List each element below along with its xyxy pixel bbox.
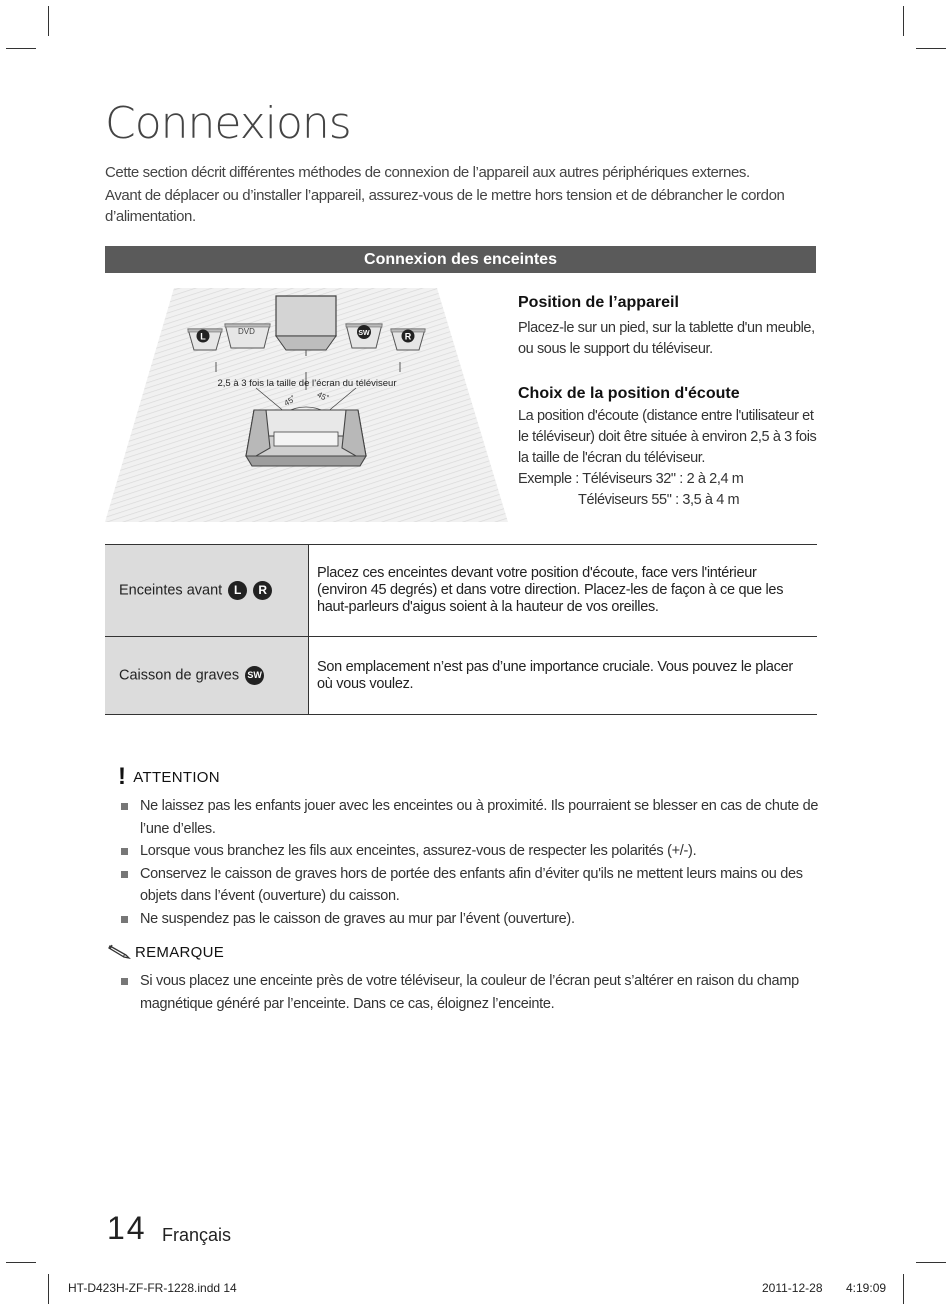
- position-heading: Position de l’appareil: [518, 294, 679, 311]
- pencil-icon: [108, 943, 132, 959]
- crop-mark: [903, 1274, 904, 1304]
- intro-line-2: Avant de déplacer ou d’installer l’appareil, assurez-vous de le mettre hors tension et de débrancher le cordon d’alimentation.: [105, 187, 785, 225]
- front-speakers-label: Enceintes avant: [119, 582, 223, 599]
- section-heading: Connexion des enceintes: [105, 246, 816, 273]
- footer-time: 4:19:09: [846, 1281, 887, 1295]
- footer-file: HT-D423H-ZF-FR-1228.indd 14: [68, 1281, 237, 1295]
- speaker-label-sw: SW: [358, 330, 370, 337]
- listening-text: La position d'écoute (distance entre l'utilisateur et le téléviseur) doit être située à environ 2,5 à 3 fois la taille de l'écran du téléviseur.: [518, 408, 817, 466]
- subwoofer-text: Son emplacement n’est pas d’une importance cruciale. Vous pouvez le placer où vous voulez.: [309, 637, 818, 715]
- front-right-speaker: [391, 329, 425, 350]
- remarque-list: [120, 970, 820, 1015]
- row-label: [105, 545, 309, 637]
- badge-sw: SW: [245, 666, 264, 685]
- distance-caption: 2,5 à 3 fois la taille de l’écran du téléviseur: [217, 378, 397, 389]
- angle-label-right: 45˚: [315, 389, 330, 404]
- intro-line-1: Cette section décrit différentes méthodes de connexion de l’appareil aux autres périphériques externes.: [105, 164, 750, 181]
- footer-date: 2011-12-28: [762, 1281, 823, 1295]
- table-row: [105, 637, 817, 715]
- dvd-unit: [225, 324, 270, 348]
- list-item: Lorsque vous branchez les fils aux enceintes, assurez-vous de respecter les polarités (+/-).: [120, 840, 820, 863]
- page-language: Français: [162, 1225, 232, 1245]
- list-item: Ne suspendez pas le caisson de graves au mur par l’évent (ouverture).: [120, 908, 820, 931]
- speaker-placement-diagram: [104, 286, 510, 524]
- list-item: Ne laissez pas les enfants jouer avec les enceintes ou à proximité. Ils pourraient se blesser en cas de chute de l’une d’elles.: [120, 795, 820, 840]
- subwoofer-label: Caisson de graves: [119, 667, 240, 684]
- crop-mark: [916, 48, 946, 49]
- attention-list: [120, 795, 820, 930]
- attention-heading: ATTENTION: [133, 769, 220, 786]
- listening-example-1: Exemple : Téléviseurs 32" : 2 à 2,4 m: [518, 471, 744, 487]
- speaker-placement-table: [105, 544, 817, 715]
- speaker-label-l: L: [200, 331, 206, 342]
- front-left-speaker: [188, 329, 222, 350]
- attention-header: [118, 763, 220, 791]
- crop-mark: [48, 1274, 49, 1304]
- sofa: [246, 410, 366, 466]
- table-row: [105, 545, 817, 637]
- listening-example-2: Téléviseurs 55" : 3,5 à 4 m: [578, 492, 740, 508]
- badge-r: R: [253, 581, 272, 600]
- crop-mark: [903, 6, 904, 36]
- angle-label-left: 45˚: [282, 394, 298, 408]
- list-item: Si vous placez une enceinte près de votre téléviseur, la couleur de l’écran peut s’altérer en raison du champ magnétique généré par l’enceinte. Dans ce cas, éloignez l’enceinte.: [120, 970, 820, 1015]
- front-speakers-text: Placez ces enceintes devant votre position d'écoute, face vers l'intérieur (environ 45 degrés) et dans votre direction. Placez-les de façon à ce que les haut-parleurs d'aigus soient à la hauteur de vos oreilles.: [309, 545, 818, 637]
- speaker-label-r: R: [404, 331, 412, 342]
- listening-heading: Choix de la position d'écoute: [518, 385, 740, 402]
- warning-icon: !: [118, 763, 127, 790]
- tv-unit: [276, 296, 336, 356]
- remarque-header: [108, 943, 224, 961]
- subwoofer-speaker: [346, 324, 382, 348]
- dvd-label: DVD: [238, 327, 255, 336]
- remarque-heading: REMARQUE: [135, 944, 225, 961]
- list-item: Conservez le caisson de graves hors de portée des enfants afin d’éviter qu'ils ne mettent leurs mains ou des objets dans l’évent (ouverture) du caisson.: [120, 863, 820, 908]
- row-label: [105, 637, 309, 715]
- crop-mark: [916, 1262, 946, 1263]
- position-text: Placez-le sur un pied, sur la tablette d'un meuble, ou sous le support du téléviseur.: [518, 320, 815, 357]
- page-title: Connexions: [105, 98, 351, 149]
- badge-l: L: [228, 581, 247, 600]
- crop-mark: [6, 48, 36, 49]
- crop-mark: [48, 6, 49, 36]
- page-number: 14: [107, 1210, 147, 1246]
- crop-mark: [6, 1262, 36, 1263]
